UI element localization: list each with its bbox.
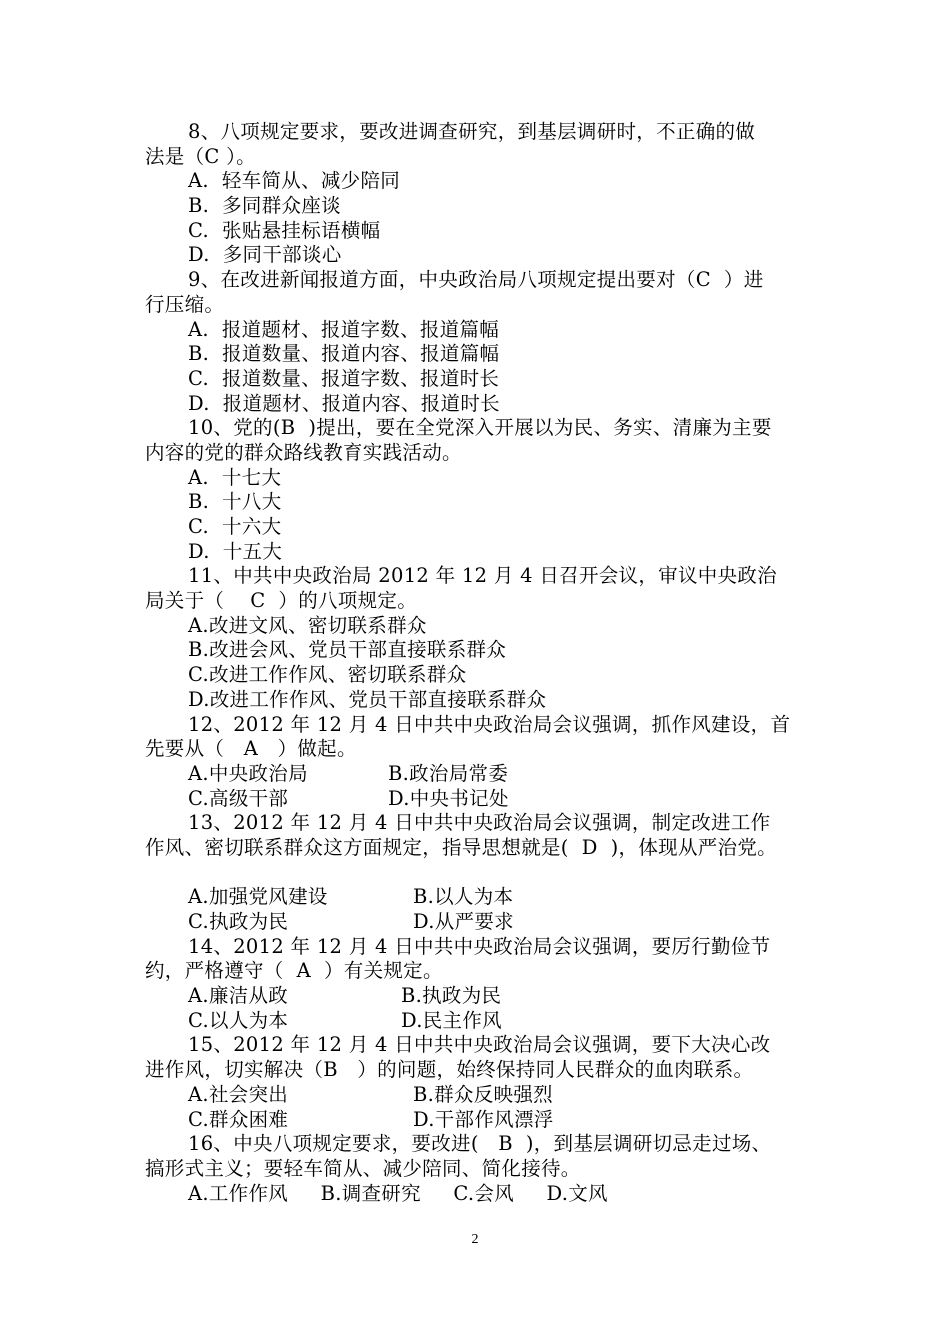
answer-option: B.以人为本 — [413, 885, 514, 909]
question-list — [145, 120, 825, 1206]
question-stem: 10、党的(B )提出，要在全党深入开展以为民、务实、清廉为主要 — [188, 416, 772, 440]
question-stem: 9、在改进新闻报道方面，中央政治局八项规定提出要对（C ）进 — [188, 268, 764, 292]
question-block — [145, 811, 825, 934]
question-stem-continued: 行压缩。 — [145, 292, 225, 316]
answer-option: C. 报道数量、报道字数、报道时长 — [188, 366, 500, 390]
answer-option: A.廉洁从政 — [188, 984, 289, 1008]
question-stem-continued: 搞形式主义；要轻车简从、减少陪同、简化接待。 — [145, 1156, 581, 1180]
page-number: 2 — [471, 1232, 479, 1247]
question-block — [145, 713, 825, 812]
answer-option: A.社会突出 — [188, 1082, 289, 1106]
question-stem: 8、八项规定要求，要改进调查研究，到基层调研时，不正确的做 — [188, 120, 756, 143]
answer-option: D.从严要求 — [413, 910, 514, 933]
question-block — [145, 268, 825, 416]
question-block — [145, 935, 825, 1034]
answer-option: B.政治局常委 — [388, 761, 509, 785]
answer-option-row — [145, 910, 825, 935]
answer-option: D.民主作风 — [401, 1008, 502, 1032]
answer-option: A.中央政治局 — [188, 761, 308, 785]
blank-line — [145, 861, 825, 886]
question-block — [145, 564, 825, 712]
question-stem-continued: 内容的党的群众路线教育实践活动。 — [145, 440, 462, 464]
answer-option: A. 十七大 — [188, 465, 282, 489]
question-stem-continued: 法是（C ）。 — [145, 144, 256, 168]
question-stem-continued: 局关于（ C ）的八项规定。 — [145, 589, 418, 613]
answer-option: B.群众反映强烈 — [413, 1082, 553, 1106]
question-stem: 11、中共中央政治局 2012 年 12 月 4 日召开会议，审议中央政治 — [188, 564, 777, 588]
answer-option: C.改进工作作风、密切联系群众 — [188, 663, 467, 687]
question-stem-continued: 进作风，切实解决（B ）的问题，始终保持同人民群众的血肉联系。 — [145, 1058, 754, 1082]
answer-option-row — [145, 885, 825, 910]
answer-option: D. 报道题材、报道内容、报道时长 — [188, 391, 500, 415]
question-stem: 12、2012 年 12 月 4 日中共中央政治局会议强调，抓作风建设，首 — [188, 712, 791, 736]
answer-option: D. 十五大 — [188, 539, 283, 563]
answer-option: A. 报道题材、报道字数、报道篇幅 — [188, 317, 500, 341]
question-stem: 13、2012 年 12 月 4 日中共中央政治局会议强调，制定改进工作 — [188, 811, 771, 835]
answer-option: B. 多同群众座谈 — [188, 194, 341, 218]
question-stem-continued: 先要从（ A ）做起。 — [145, 737, 357, 761]
answer-option: A.加强党风建设 — [188, 885, 328, 909]
question-stem: 14、2012 年 12 月 4 日中共中央政治局会议强调，要厉行勤俭节 — [188, 934, 771, 958]
answer-option-row — [145, 1083, 825, 1108]
answer-option: D. 多同干部谈心 — [188, 243, 342, 267]
question-stem: 16、中央八项规定要求，要改进( B )，到基层调研切忌走过场、 — [188, 1132, 772, 1156]
answer-option: C.高级干部 — [188, 786, 289, 810]
answer-option: C.执政为民 — [188, 910, 289, 933]
question-block — [145, 120, 825, 268]
answer-option-row — [145, 984, 825, 1009]
answer-option: A. 轻车简从、减少陪同 — [188, 169, 401, 193]
answer-option-row — [145, 762, 825, 787]
question-block — [145, 1132, 825, 1206]
answer-option-row — [145, 1108, 825, 1133]
answer-option: D.中央书记处 — [388, 786, 509, 810]
answer-option: D.干部作风漂浮 — [413, 1107, 554, 1131]
answer-option: C.以人为本 — [188, 1008, 289, 1032]
question-stem: 15、2012 年 12 月 4 日中共中央政治局会议强调，要下大决心改 — [188, 1033, 771, 1057]
answer-option: B. 报道数量、报道内容、报道篇幅 — [188, 342, 500, 366]
answer-option: C.群众困难 — [188, 1107, 289, 1131]
question-block — [145, 416, 825, 564]
answer-option: D.改进工作作风、党员干部直接联系群众 — [188, 687, 547, 711]
question-stem-continued: 作风、密切联系群众这方面规定，指导思想就是( D )，体现从严治党。 — [145, 835, 777, 859]
answer-option: B. 十八大 — [188, 490, 282, 514]
answer-option: B.改进会风、党员干部直接联系群众 — [188, 638, 507, 662]
answer-option-row — [145, 1009, 825, 1034]
answer-option: C. 张贴悬挂标语横幅 — [188, 218, 381, 242]
answer-option-row — [145, 787, 825, 812]
answer-option: A.工作作风 B.调查研究 C.会风 D.文风 — [188, 1181, 608, 1205]
question-block — [145, 1033, 825, 1132]
answer-option: B.执政为民 — [401, 984, 502, 1008]
answer-option: A.改进文风、密切联系群众 — [188, 613, 427, 637]
answer-option: C. 十六大 — [188, 515, 282, 538]
question-stem-continued: 约，严格遵守（ A ）有关规定。 — [145, 959, 443, 983]
